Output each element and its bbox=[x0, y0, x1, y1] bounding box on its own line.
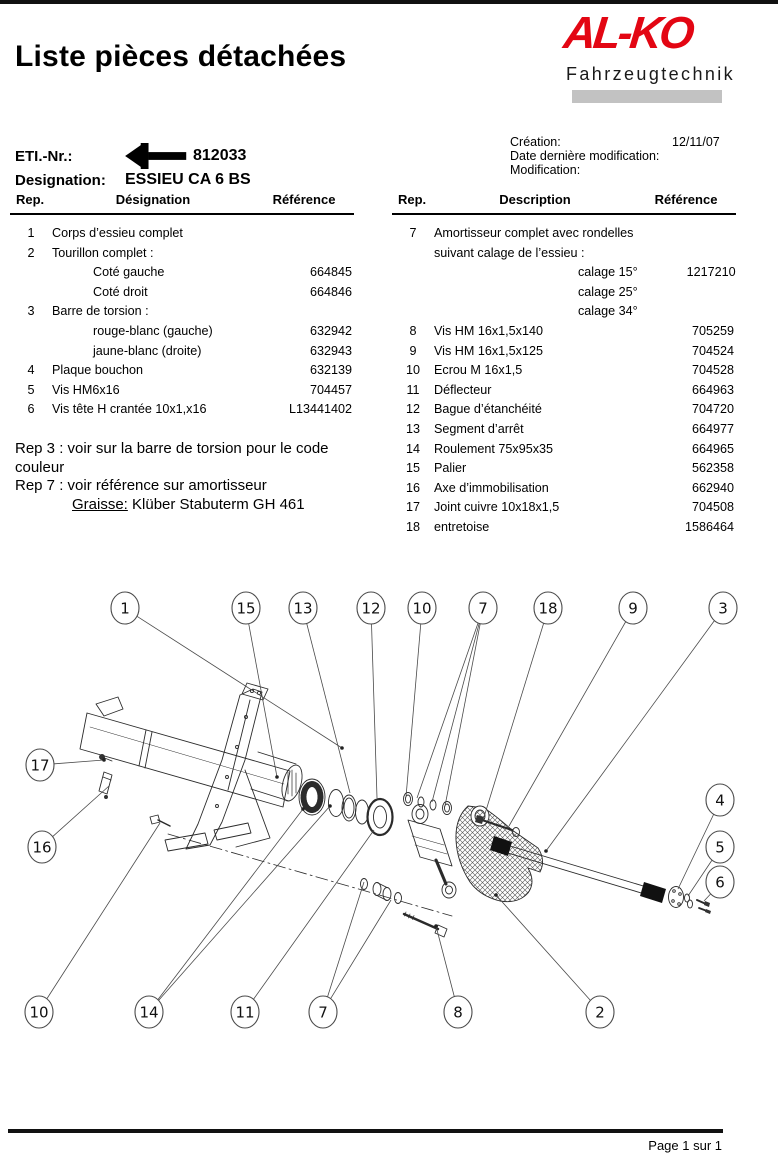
header-rep: Rep. bbox=[16, 192, 45, 207]
callout-3 bbox=[544, 592, 737, 853]
designation-cell: Bague d’étanchéité bbox=[434, 402, 542, 417]
alko-logo-subtitle: Fahrzeugtechnik bbox=[566, 64, 736, 84]
designation-value: ESSIEU CA 6 BS bbox=[125, 171, 251, 188]
table-row bbox=[392, 263, 736, 283]
reference-cell bbox=[254, 302, 354, 322]
table-body bbox=[10, 224, 354, 420]
callout-layer bbox=[25, 592, 737, 1028]
exploded-view-diagram bbox=[0, 560, 778, 1040]
table-row bbox=[392, 518, 736, 538]
table-row bbox=[392, 244, 736, 264]
designation-cell: Axe d’immobilisation bbox=[434, 480, 549, 495]
designation-cell: calage 25° bbox=[578, 284, 638, 299]
axle-drawing bbox=[80, 683, 711, 937]
rep-cell: 9 bbox=[409, 343, 417, 358]
reference-cell: 632139 bbox=[309, 363, 352, 378]
designation-cell: rouge-blanc (gauche) bbox=[93, 323, 213, 338]
eti-number-row bbox=[15, 144, 251, 168]
designation-cell: Vis HM6x16 bbox=[52, 382, 120, 397]
svg-text:12: 12 bbox=[361, 599, 381, 618]
svg-text:5: 5 bbox=[715, 838, 725, 857]
rep-cell: 10 bbox=[405, 363, 420, 378]
designation-cell: Vis tête H crantée 10x1,x16 bbox=[52, 402, 207, 417]
reference-cell bbox=[254, 224, 354, 244]
designation-label: Designation: bbox=[15, 171, 106, 189]
designation-cell: Roulement 75x95x35 bbox=[434, 441, 554, 456]
reference-cell: 662940 bbox=[691, 480, 734, 495]
reference-cell: L13441402 bbox=[288, 402, 352, 417]
designation-cell: Coté droit bbox=[93, 284, 148, 299]
table-row bbox=[392, 479, 736, 499]
reference-cell: 632942 bbox=[309, 323, 352, 338]
svg-text:17: 17 bbox=[30, 756, 50, 775]
callout-7 bbox=[417, 592, 497, 806]
reference-cell: 664977 bbox=[691, 421, 734, 436]
reference-cell: 562358 bbox=[691, 461, 734, 476]
parts-table-right bbox=[392, 192, 736, 538]
callout-2 bbox=[494, 893, 614, 1028]
rep-cell: 3 bbox=[27, 304, 35, 319]
header-reference: Référence bbox=[272, 192, 336, 207]
table-row bbox=[392, 283, 736, 303]
table-row bbox=[10, 283, 354, 303]
table-row bbox=[392, 302, 736, 322]
callout-6 bbox=[704, 866, 734, 901]
rep-cell bbox=[392, 244, 434, 264]
revision-block bbox=[510, 135, 730, 177]
rep-cell bbox=[10, 263, 52, 283]
designation-cell: Plaque bouchon bbox=[52, 363, 144, 378]
svg-text:1: 1 bbox=[120, 599, 130, 618]
designation-cell: Amortisseur complet avec rondelles bbox=[434, 226, 634, 240]
table-row bbox=[392, 498, 736, 518]
rep-cell bbox=[392, 283, 434, 303]
table-row bbox=[392, 342, 736, 362]
reference-cell: 704524 bbox=[691, 343, 734, 358]
table-row bbox=[10, 381, 354, 401]
rep-cell: 4 bbox=[27, 363, 35, 378]
rep-cell bbox=[10, 342, 52, 362]
rep-cell bbox=[10, 322, 52, 342]
callout-8 bbox=[434, 924, 472, 1028]
rep-cell: 2 bbox=[27, 245, 35, 260]
reference-cell bbox=[638, 283, 738, 303]
designation-row bbox=[15, 168, 251, 192]
logo-gray-bar bbox=[572, 90, 722, 103]
designation-cell: Palier bbox=[434, 461, 467, 476]
designation-cell: calage 15° bbox=[578, 265, 638, 280]
rep-cell: 8 bbox=[409, 323, 417, 338]
rep-cell: 11 bbox=[406, 382, 420, 397]
svg-text:16: 16 bbox=[32, 838, 52, 857]
header-rep: Rep. bbox=[398, 192, 427, 207]
table-row bbox=[392, 459, 736, 479]
reference-cell: 704457 bbox=[309, 382, 352, 397]
modification-label: Modification: bbox=[510, 163, 581, 177]
reference-cell: 1586464 bbox=[684, 519, 734, 534]
table-row bbox=[392, 400, 736, 420]
table-row bbox=[392, 440, 736, 460]
svg-text:7: 7 bbox=[318, 1003, 328, 1022]
svg-text:3: 3 bbox=[718, 599, 728, 618]
svg-text:18: 18 bbox=[538, 599, 558, 618]
table-row bbox=[10, 400, 354, 420]
reference-cell bbox=[636, 224, 736, 244]
designation-cell: Ecrou M 16x1,5 bbox=[434, 363, 523, 378]
designation-cell: calage 34° bbox=[578, 304, 638, 319]
designation-cell: Vis HM 16x1,5x140 bbox=[434, 323, 543, 338]
svg-text:9: 9 bbox=[628, 599, 638, 618]
rep-cell: 14 bbox=[405, 441, 420, 456]
table-body bbox=[392, 224, 736, 538]
rep-cell: 5 bbox=[27, 382, 35, 397]
table-row bbox=[392, 322, 736, 342]
rep-cell bbox=[392, 263, 434, 283]
designation-cell: Déflecteur bbox=[434, 382, 492, 397]
creation-label: Création: bbox=[510, 135, 561, 149]
note-rep7: Rep 7 : voir référence sur amortisseur bbox=[15, 477, 267, 495]
rep-cell: 1 bbox=[27, 226, 35, 240]
svg-text:2: 2 bbox=[595, 1003, 605, 1022]
page-number: Page 1 sur 1 bbox=[648, 1138, 722, 1153]
designation-cell: Barre de torsion : bbox=[52, 304, 149, 319]
callout-17 bbox=[26, 749, 106, 781]
callout-13 bbox=[289, 592, 350, 793]
header-reference: Référence bbox=[654, 192, 718, 207]
table-row bbox=[392, 420, 736, 440]
callout-9 bbox=[509, 592, 647, 826]
designation-cell: Tourillon complet : bbox=[52, 245, 154, 260]
svg-text:15: 15 bbox=[236, 599, 256, 618]
alko-logo-wordmark: AL-KO bbox=[561, 7, 695, 58]
rep-cell: 15 bbox=[405, 461, 420, 476]
designation-cell: Coté gauche bbox=[93, 265, 165, 280]
rep-cell: 12 bbox=[405, 402, 420, 417]
reference-cell: 704528 bbox=[691, 363, 734, 378]
reference-cell: 664846 bbox=[309, 284, 352, 299]
rep-cell: 7 bbox=[409, 226, 417, 240]
reference-cell bbox=[638, 302, 738, 322]
table-row bbox=[10, 244, 354, 264]
table-header bbox=[10, 192, 354, 215]
svg-text:8: 8 bbox=[453, 1003, 463, 1022]
reference-cell: 632943 bbox=[309, 343, 352, 358]
eti-value: 812033 bbox=[193, 147, 247, 164]
svg-text:13: 13 bbox=[293, 599, 313, 618]
callout-14 bbox=[135, 804, 332, 1028]
table-row bbox=[392, 361, 736, 381]
designation-cell: Corps d’essieu complet bbox=[52, 226, 183, 240]
part-identification bbox=[15, 144, 251, 192]
axle-icon bbox=[125, 143, 187, 169]
designation-cell: Vis HM 16x1,5x125 bbox=[434, 343, 543, 358]
callout-11 bbox=[231, 830, 374, 1028]
reference-cell: 705259 bbox=[691, 323, 734, 338]
eti-label: ETI.-Nr.: bbox=[15, 147, 73, 165]
grease-label: Graisse: bbox=[72, 495, 128, 513]
callout-10 bbox=[406, 592, 436, 797]
designation-cell: Joint cuivre 10x18x1,5 bbox=[434, 500, 560, 515]
rep-cell: 6 bbox=[27, 402, 35, 417]
note-grease bbox=[72, 496, 371, 515]
table-row bbox=[10, 224, 354, 244]
rep-cell: 13 bbox=[405, 421, 420, 436]
table-row bbox=[392, 224, 736, 244]
rep-cell bbox=[392, 302, 434, 322]
rep-cell bbox=[10, 283, 52, 303]
last-modified-label: Date dernière modification: bbox=[510, 149, 660, 163]
svg-text:7: 7 bbox=[478, 599, 488, 618]
svg-text:10: 10 bbox=[29, 1003, 49, 1022]
designation-cell: jaune-blanc (droite) bbox=[93, 343, 202, 358]
reference-cell: 664845 bbox=[309, 265, 352, 280]
svg-text:10: 10 bbox=[412, 599, 432, 618]
table-header bbox=[392, 192, 736, 215]
table-row bbox=[392, 381, 736, 401]
reference-cell: 1217210 bbox=[686, 265, 736, 280]
reference-cell: 664963 bbox=[691, 382, 734, 397]
reference-cell bbox=[254, 244, 354, 264]
parts-table-left bbox=[10, 192, 354, 420]
callout-12 bbox=[357, 592, 385, 798]
table-row bbox=[10, 263, 354, 283]
table-row bbox=[10, 342, 354, 362]
reference-cell bbox=[636, 244, 736, 264]
table-row bbox=[10, 322, 354, 342]
creation-date: 12/11/07 bbox=[672, 135, 720, 149]
header-designation: Désignation bbox=[115, 192, 191, 207]
rep-cell: 18 bbox=[405, 519, 420, 534]
alko-logo bbox=[560, 4, 735, 103]
footer-rule bbox=[8, 1129, 723, 1133]
designation-cell: Segment d’arrêt bbox=[434, 421, 524, 436]
designation-cell: suivant calage de l’essieu : bbox=[434, 245, 585, 260]
designation-cell: entretoise bbox=[434, 519, 490, 534]
table-row bbox=[10, 361, 354, 381]
svg-text:11: 11 bbox=[235, 1003, 255, 1022]
rep-cell: 16 bbox=[405, 480, 420, 495]
rep-cell: 17 bbox=[405, 500, 420, 515]
grease-value: Klüber Stabuterm GH 461 bbox=[127, 495, 305, 513]
callout-18 bbox=[484, 592, 562, 817]
reference-cell: 704508 bbox=[691, 500, 734, 515]
svg-text:4: 4 bbox=[715, 791, 725, 810]
callout-16 bbox=[28, 786, 109, 863]
svg-text:14: 14 bbox=[139, 1003, 159, 1022]
reference-cell: 664965 bbox=[691, 441, 734, 456]
svg-text:6: 6 bbox=[715, 873, 725, 892]
header-description: Description bbox=[499, 192, 571, 207]
table-row bbox=[10, 302, 354, 322]
page-title: Liste pièces détachées bbox=[15, 40, 347, 74]
notes-block bbox=[15, 440, 371, 514]
reference-cell: 704720 bbox=[691, 402, 734, 417]
note-rep3: Rep 3 : voir sur la barre de torsion pour le code couleur bbox=[15, 440, 329, 476]
